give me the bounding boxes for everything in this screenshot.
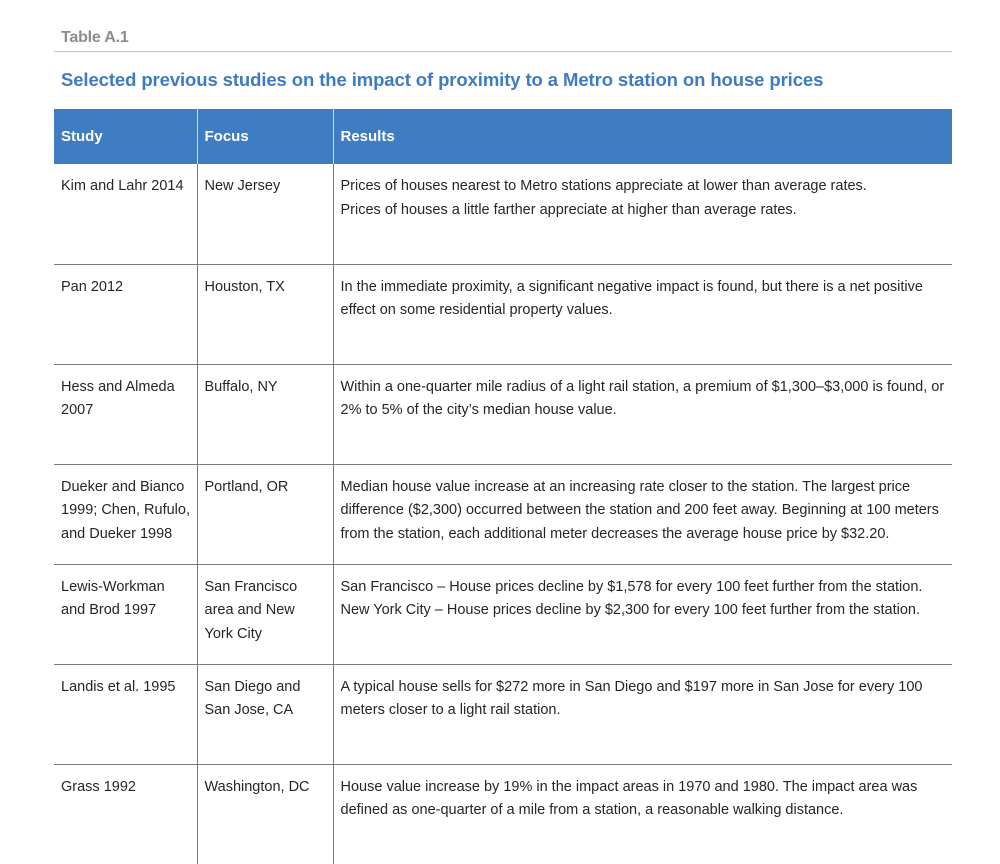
study-cell: Dueker and Bianco 1999; Chen, Rufulo, and Dueker 1998 [54,464,197,564]
focus-cell: Washington, DC [197,764,333,864]
table-row [54,464,952,564]
focus-cell: New Jersey [197,164,333,264]
label-divider [54,51,952,52]
results-cell [333,464,952,564]
result-line: Within a one-quarter mile radius of a light rail station, a premium of $1,300–$3,000 is found, or 2% to 5% of the city’s median house value. [340,378,945,418]
focus-cell: Houston, TX [197,264,333,364]
table-row [54,264,952,364]
study-cell: Lewis-Workman and Brod 1997 [54,564,197,664]
table-label: Table A.1 [61,29,129,46]
result-line: Median house value increase at an increasing rate closer to the station. The largest price difference ($2,300) occurred between the station and 200 feet away. Beginning at 100 meters from the station, each additional meter decreases the average house price by $32.20. [340,478,939,542]
results-cell [333,564,952,664]
study-cell: Hess and Almeda 2007 [54,364,197,464]
study-cell: Kim and Lahr 2014 [61,178,184,194]
table-row [54,764,952,864]
table-row [54,364,952,464]
result-line: New York City – House prices decline by $2,300 for every 100 feet further from the station. [340,602,920,618]
studies-table [54,109,952,864]
study-cell: Landis et al. 1995 [54,664,197,764]
focus-cell: San Francisco area and New York City [197,564,333,664]
table-row [54,664,952,764]
focus-cell: Buffalo, NY [197,364,333,464]
result-line: House value increase by 19% in the impact areas in 1970 and 1980. The impact area was defined as one-quarter of a mile from a station, a reasonable walking distance. [340,778,918,818]
result-line: A typical house sells for $272 more in San Diego and $197 more in San Jose for every 100 meters closer to a light rail station. [340,678,923,718]
result-line: San Francisco – House prices decline by $1,578 for every 100 feet further from the station. [340,578,923,595]
table-row [54,564,952,664]
study-cell: Grass 1992 [54,764,197,864]
table-header-row [54,109,952,164]
results-cell [333,364,952,464]
results-cell [333,164,952,264]
result-line: Prices of houses a little farther appreciate at higher than average rates. [340,201,797,218]
column-header-focus: Focus [197,109,333,164]
column-header-results: Results [333,109,952,164]
results-cell [333,264,952,364]
focus-cell: San Diego and San Jose, CA [197,664,333,764]
result-line: In the immediate proximity, a significant negative impact is found, but there is a net positive effect on some residential property values. [340,278,923,318]
table-row [54,164,952,264]
table-title: Selected previous studies on the impact of proximity to a Metro station on house prices [61,69,824,90]
results-cell [333,664,952,764]
result-line: Prices of houses nearest to Metro stations appreciate at lower than average rates. [340,178,867,194]
column-header-study: Study [54,109,197,164]
focus-cell: Portland, OR [197,464,333,564]
study-cell: Pan 2012 [54,264,197,364]
results-cell [333,764,952,864]
